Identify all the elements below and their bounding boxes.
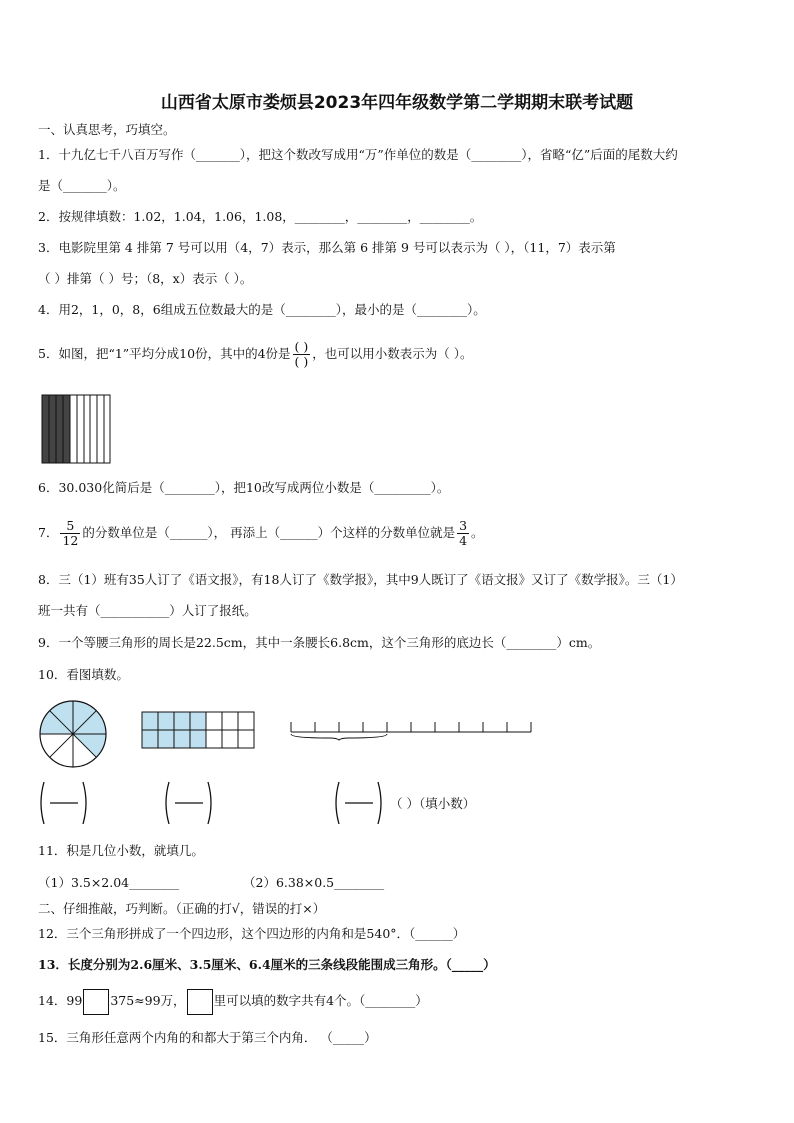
question-14 xyxy=(38,988,428,1015)
section-2-heading: 二、仔细推敲，巧判断。（正确的打√，错误的打×） xyxy=(38,901,326,916)
fraction-denominator-blank: ( ) xyxy=(294,354,309,369)
answer-bracket-3 xyxy=(333,780,388,826)
question-13: 13．长度分别为2.6厘米、3.5厘米、6.4厘米的三条线段能围成三角形。（_____） xyxy=(38,957,496,972)
question-3-line-1: 3．电影院里第 4 排第 7 号可以用（4，7）表示，那么第 6 排第 9 号可以表示为（ ），（11，7）表示第 xyxy=(38,240,616,255)
fraction-5-12 xyxy=(60,519,80,548)
digit-blank-box xyxy=(187,989,213,1015)
question-2: 2．按规律填数：1.02，1.04，1.06，1.08，________，________，________。 xyxy=(38,209,483,224)
question-4: 4．用2，1，0，8，6组成五位数最大的是（________），最小的是（________）。 xyxy=(38,302,486,317)
ten-strips-figure xyxy=(42,395,112,465)
grid-figure xyxy=(142,712,257,750)
question-14-text-a: 14．99 xyxy=(38,993,83,1008)
circle-eighths-figure xyxy=(38,699,108,769)
numerator: 5 xyxy=(60,519,80,534)
question-14-text-b: 375≈99万， xyxy=(110,993,186,1008)
question-7-end: 。 xyxy=(471,525,484,540)
question-15: 15．三角形任意两个内角的和都大于第三个内角． （_____） xyxy=(38,1030,377,1045)
page-title: 山西省太原市娄烦县2023年四年级数学第二学期期末联考试题 xyxy=(160,93,634,113)
question-7 xyxy=(38,513,484,553)
question-3-line-2: （ ）排第（ ）号；（8，x）表示（ ）。 xyxy=(38,271,253,286)
question-7-number: 7． xyxy=(38,525,59,540)
question-1-line-1: 1．十九亿七千八百万写作（_______），把这个数改写成用“万”作单位的数是（________），省略“亿”后面的尾数大约 xyxy=(38,147,678,162)
question-12: 12．三个三角形拼成了一个四边形，这个四边形的内角和是540°．（______） xyxy=(38,926,466,941)
question-5-text-end: ，也可以用小数表示为（ ）。 xyxy=(312,346,473,361)
denominator: 12 xyxy=(62,533,79,548)
question-5-fraction-blank xyxy=(293,340,311,369)
answer-bracket-2 xyxy=(163,780,218,826)
question-6: 6．30.030化简后是（________），把10改写成两位小数是（_________）。 xyxy=(38,480,450,495)
question-5-text: 5．如图，把“1”平均分成10份，其中的4份是 xyxy=(38,346,291,361)
question-1-line-2: 是（_______）。 xyxy=(38,178,126,193)
question-14-text-c: 里可以填的数字共有4个。（________） xyxy=(213,993,428,1008)
fraction-numerator-blank: ( ) xyxy=(294,339,309,354)
answer-bracket-1 xyxy=(38,780,93,826)
question-11-part-2: （2）6.38×0.5________ xyxy=(243,875,385,890)
digit-blank-box xyxy=(83,989,109,1015)
number-line-figure xyxy=(289,718,534,740)
denominator: 4 xyxy=(459,533,468,548)
question-8-line-1: 8．三（1）班有35人订了《语文报》，有18人订了《数学报》，其中9人既订了《语文报》又订了《数学报》。三（1） xyxy=(38,572,683,587)
fraction-3-4 xyxy=(457,519,469,548)
question-11-part-1: （1）3.5×2.04________ xyxy=(38,875,180,890)
question-8-line-2: 班一共有（___________）人订了报纸。 xyxy=(38,603,257,618)
question-10: 10．看图填数。 xyxy=(38,667,129,682)
section-1-heading: 一、认真思考，巧填空。 xyxy=(38,122,176,137)
decimal-answer-blank: （ ）（填小数） xyxy=(390,796,476,811)
question-9: 9．一个等腰三角形的周长是22.5cm，其中一条腰长6.8cm，这个三角形的底边长（________）cm。 xyxy=(38,635,601,650)
question-11: 11．积是几位小数，就填几。 xyxy=(38,843,204,858)
question-7-text: 的分数单位是（______）， 再添上（______）个这样的分数单位就是 xyxy=(82,525,456,540)
question-5 xyxy=(38,334,473,374)
numerator: 3 xyxy=(459,518,468,533)
